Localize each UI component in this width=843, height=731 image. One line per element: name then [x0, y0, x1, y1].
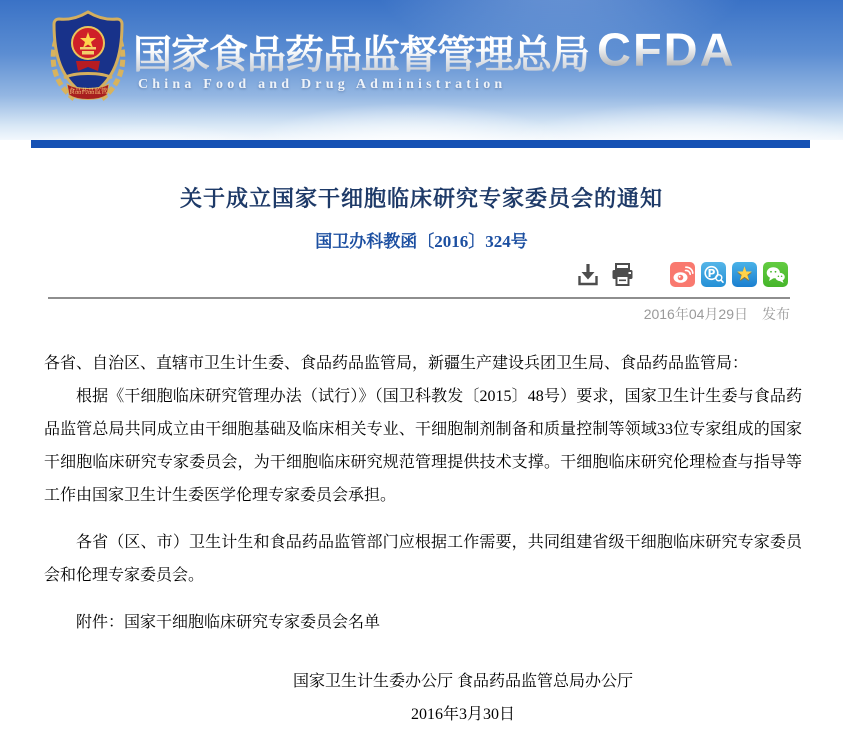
svg-text:P: P — [707, 268, 716, 280]
share-wechat-button[interactable] — [763, 262, 788, 287]
share-qzone-button[interactable] — [732, 262, 757, 287]
site-banner — [0, 0, 843, 140]
baidu-share-icon — [703, 264, 724, 285]
signature-date: 2016年3月30日 — [410, 706, 515, 723]
paragraph-main: 根据《干细胞临床研究管理办法（试行）》（国卫科教发〔2015〕48号）要求，国家卫生计生委与食品药品监管总局共同成立由干细胞基础及临床相关专业、干细胞制剂制备和质量控制等领域33位专家组成的国家干细胞临床研究专家委员会，为干细胞临床研究规范管理提供技术支撑。干细胞临床研究伦理检查与指导等工作由国家卫生计生委医学伦理专家委员会承担。 — [44, 388, 802, 504]
page-title: 关于成立国家干细胞临床研究专家委员会的通知 — [179, 186, 663, 211]
wechat-icon — [765, 264, 786, 285]
download-button[interactable] — [577, 263, 599, 292]
share-buttons — [670, 262, 788, 287]
share-baidu-button[interactable] — [701, 262, 726, 287]
doc-number: 国卫办科教函〔2016〕324号 — [315, 232, 528, 251]
publish-date: 2016年04月29日 发布 — [643, 306, 790, 322]
cfda-logo: CFDA — [597, 23, 736, 76]
agency-name-en: China Food and Drug Administration — [138, 77, 507, 92]
agency-name-cn: 国家食品药品监督管理总局 — [133, 24, 589, 80]
divider-bar — [31, 140, 810, 148]
toolbar — [31, 262, 812, 290]
share-weibo-button[interactable] — [670, 262, 695, 287]
article-body — [31, 347, 812, 731]
signature-line: 国家卫生计生委办公厅 食品药品监管总局办公厅 — [292, 673, 633, 690]
emblem-banner-text: 食品药品监管 — [68, 88, 108, 95]
horizontal-rule — [48, 297, 790, 299]
qzone-icon: ★ — [735, 263, 754, 285]
paragraph-provinces: 各省（区、市）卫生计生和食品药品监管部门应根据工作需要，共同组建省级干细胞临床研究专家委员会和伦理专家委员会。 — [44, 534, 802, 584]
print-icon — [611, 263, 634, 287]
cfda-badge-icon — [42, 10, 134, 112]
article-content — [0, 184, 843, 731]
attachment-line: 附件：国家干细胞临床研究专家委员会名单 — [76, 614, 381, 631]
print-button[interactable] — [611, 263, 634, 292]
download-icon — [577, 263, 599, 287]
paragraph-salutation: 各省、自治区、直辖市卫生计生委、食品药品监管局，新疆生产建设兵团卫生局、食品药品监管局： — [44, 355, 749, 372]
weibo-icon — [672, 264, 693, 285]
